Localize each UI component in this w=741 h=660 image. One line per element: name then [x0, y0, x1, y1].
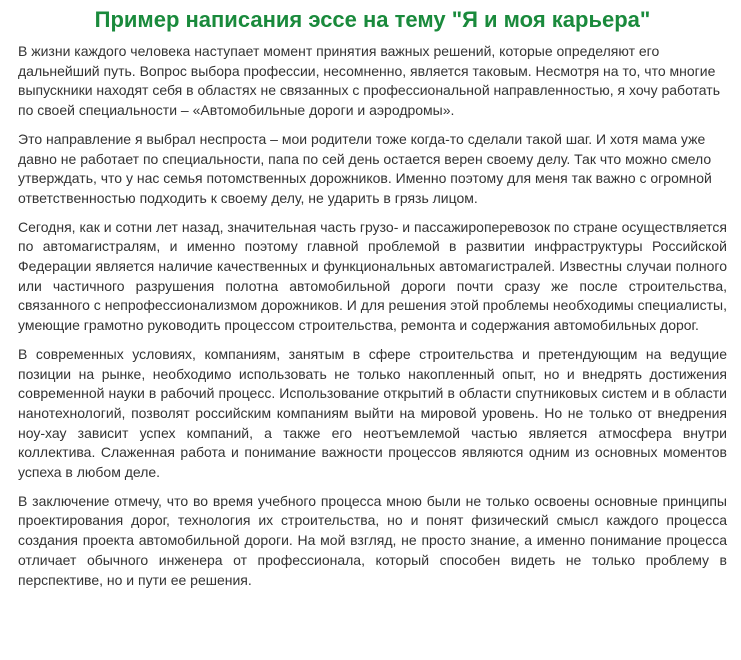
essay-paragraph-2: Это направление я выбрал неспроста – мои родители тоже когда-то сделали такой шаг. И хотя мама уже давно не работает по специальности, папа по сей день остается верен своему делу. Так что можно смело утверждать, что у нас семья потомственных дорожников. Именно поэтому для меня так важно с огромной ответственностью подходить к своему делу, не ударить в грязь лицом.: [18, 130, 712, 206]
page-title: Пример написания эссе на тему "Я и моя карьера": [94, 7, 651, 32]
essay-paragraph-4: В современных условиях, компаниям, занятым в сфере строительства и претендующим на ведущие позиции на рынке, необходимо использовать не только накопленный опыт, но и внедрять достижения современной науки в рабочий процесс. Использование открытий в области спутниковых систем и в области нанотехнологий, позволят российским компаниям выйти на мировой уровень. Но не только от внедрения ноу-хау зависит успех компаний, а также его неотъемлемой частью является атмосфера внутри коллектива. Слаженная работа и понимание важности процессов являются одним из основных моментов успеха в любом деле.: [18, 345, 727, 481]
essay-paragraph-3: Сегодня, как и сотни лет назад, значительная часть грузо- и пассажироперевозок по стране осуществляется по автомагистралям, и именно поэтому главной проблемой в развитии инфраструктуры Российской Федерации является наличие качественных и функциональных автомагистралей. Известны случаи полного или частичного разрушения полотна автомобильной дороги почти сразу же после строительства, связанного с непрофессионализмом дорожников. И для решения этой проблемы необходимы специалисты, умеющие грамотно руководить процессом строительства, ремонта и содержания автомобильных дорог.: [18, 218, 727, 334]
essay-paragraph-5: В заключение отмечу, что во время учебного процесса мною были не только освоены основные принципы проектирования дорог, технология их строительства, но и понят физический смысл каждого процесса создания проекта автомобильной дороги. На мой взгляд, не просто знание, а именно понимание процесса отличает обычного инженера от профессионала, который способен видеть не только проблему в перспективе, но и пути ее решения.: [18, 492, 727, 588]
essay-paragraph-1: В жизни каждого человека наступает момент принятия важных решений, которые определяют его дальнейший путь. Вопрос выбора профессии, несомненно, является таковым. Несмотря на то, что многие выпускники находят себя в областях не связанных с профессиональной направленностью, я хочу работать по своей специальности – «Автомобильные дороги и аэродромы».: [18, 43, 720, 119]
